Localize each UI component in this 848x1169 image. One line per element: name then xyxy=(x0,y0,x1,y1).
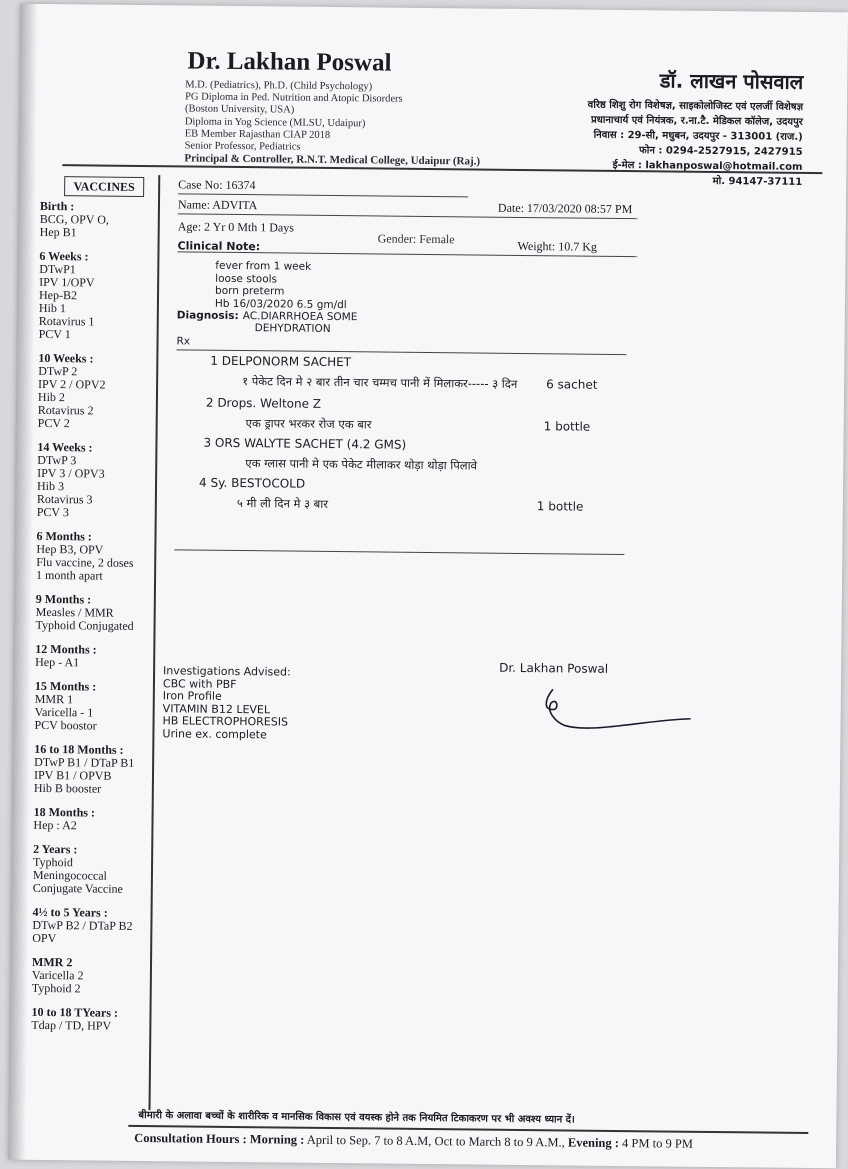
rx-instructions: ५ मी ली दिन मे ३ बार xyxy=(236,495,329,511)
vaccine-age-heading: 6 Months : xyxy=(36,528,92,544)
vaccine-group xyxy=(32,906,157,946)
rx-medicine: 1 DELPONORM SACHET xyxy=(210,353,352,370)
vaccine-item: Rotavirus 2 xyxy=(37,402,94,418)
patient-weight: Weight: 10.7 Kg xyxy=(517,238,597,254)
vaccine-item: DTwP B1 / DTaP B1 xyxy=(34,754,135,770)
rx-instructions: १ पेकेट दिन मे २ बार तीन चार चम्मच पानी में मिलाकर----- ३ दिन xyxy=(242,374,518,391)
vaccine-group xyxy=(33,843,159,896)
vaccine-item: IPV 2 / OPV2 xyxy=(38,376,106,392)
vaccine-item: DTwP 3 xyxy=(37,452,77,468)
qualification-line: (Boston University, USA) xyxy=(184,103,295,116)
clinical-note-line: fever from 1 week xyxy=(215,259,312,273)
vaccine-age-heading: 2 Years : xyxy=(33,841,78,857)
diagnosis-line: AC.DIARRHOEA SOME xyxy=(242,310,358,324)
vaccine-age-heading: 10 to 18 TYears : xyxy=(31,1004,119,1020)
case-number: Case No: 16374 xyxy=(178,177,256,193)
qualification-line: EB Member Rajasthan CIAP 2018 xyxy=(184,128,331,141)
vaccine-item: Rotavirus 1 xyxy=(38,313,95,329)
vaccine-group xyxy=(31,1006,156,1033)
vaccine-group xyxy=(38,352,164,431)
diagnosis-line: DEHYDRATION xyxy=(254,322,331,335)
evening-label: Evening : xyxy=(567,1135,620,1151)
doctor-qualifications xyxy=(184,79,481,168)
diagnosis-label: Diagnosis: xyxy=(176,309,239,323)
investigation-item: Iron Profile xyxy=(162,689,222,703)
vaccine-item: Hib B booster xyxy=(33,780,102,796)
vaccine-item: 1 month apart xyxy=(36,567,103,583)
vaccine-item: Hep - A1 xyxy=(35,654,80,670)
vaccine-item: Hep B1 xyxy=(39,224,77,240)
divider xyxy=(178,193,468,197)
vaccine-item: Hib 2 xyxy=(37,389,66,405)
vaccine-item: PCV 3 xyxy=(36,504,69,520)
consultation-hours xyxy=(134,1131,693,1152)
vaccine-group xyxy=(32,956,157,996)
prescription-body xyxy=(162,177,818,784)
hours-label: Consultation Hours : xyxy=(134,1130,247,1147)
visit-date: Date: 17/03/2020 08:57 PM xyxy=(497,200,633,217)
vaccine-age-heading: 4½ to 5 Years : xyxy=(32,904,108,920)
rx-instructions: एक ड्रापर भरकर रोज एक बार xyxy=(245,416,372,432)
vaccine-item: IPV 1/OPV xyxy=(39,274,95,290)
investigation-item: CBC with PBF xyxy=(162,676,237,691)
contact-info-hindi xyxy=(587,98,803,190)
vaccine-item: Tdap / TD, HPV xyxy=(31,1017,112,1033)
investigation-item: VITAMIN B12 LEVEL xyxy=(162,701,271,716)
vaccine-item: BCG, OPV O, xyxy=(39,211,110,227)
vaccine-group xyxy=(35,593,160,633)
contact-line: प्रधानाचार्य एवं नियंत्रक, र.ना.टै. मेडिकल कॉलेज, उदयपुर xyxy=(590,114,803,128)
doctor-name-hindi: डॉ. लाखन पोसवाल xyxy=(659,68,804,94)
qualification-line: Senior Professor, Pediatrics xyxy=(184,140,301,153)
clinical-notes xyxy=(215,260,347,311)
footer-note-hindi: बीमारी के अलावा बच्चों के शारीरिक व मानसिक विकास एवं वयस्क होने तक नियमित टिकाकरण पर भी अवश्य ध्यान दें। xyxy=(138,1109,575,1126)
contact-line: वरिष्ठ शिशु रोग विशेषज्ञ, साइकोलोजिस्ट एवं एलर्जी विशेषज्ञ xyxy=(587,99,804,113)
clinical-note-line: born preterm xyxy=(215,284,285,298)
vaccine-item: Measles / MMR xyxy=(35,604,114,620)
clinical-note-line: Hb 16/03/2020 6.5 gm/dl xyxy=(214,297,347,311)
vaccine-group xyxy=(40,200,165,240)
rx-label: Rx xyxy=(176,335,191,348)
vaccine-item: Typhoid Conjugated xyxy=(35,617,134,633)
handwritten-signature xyxy=(542,681,693,743)
rx-quantity: 6 sachet xyxy=(546,377,598,392)
patient-gender: Gender: Female xyxy=(377,231,455,247)
rx-quantity: 1 bottle xyxy=(543,419,591,434)
qualification-line: PG Diploma in Ped. Nutrition and Atopic Disorders xyxy=(185,91,403,105)
vaccines-title: VACCINES xyxy=(64,176,144,197)
patient-name: Name: ADVITA xyxy=(177,197,258,213)
vaccine-item: Varicella - 1 xyxy=(34,704,94,720)
vaccine-item: OPV xyxy=(32,930,57,946)
investigation-item: HB ELECTROPHORESIS xyxy=(162,714,289,729)
vaccine-item: Rotavirus 3 xyxy=(36,491,93,507)
vaccine-item: IPV B1 / OPVB xyxy=(33,767,112,783)
vaccine-age-heading: 15 Months : xyxy=(34,678,97,694)
vaccine-age-heading: 9 Months : xyxy=(35,591,92,607)
vaccine-item: Hib 1 xyxy=(38,300,66,316)
vaccine-group xyxy=(34,680,160,733)
vaccine-age-heading: 18 Months : xyxy=(33,804,96,820)
investigations-advised xyxy=(162,665,290,741)
vaccine-item: DTwP 2 xyxy=(38,363,78,379)
vaccine-item: PCV 2 xyxy=(37,415,70,431)
vaccine-group xyxy=(34,743,160,796)
signatory-name: Dr. Lakhan Poswal xyxy=(499,660,609,676)
investigations-label: Investigations Advised: xyxy=(163,664,291,679)
vaccine-age-heading: 10 Weeks : xyxy=(38,350,94,366)
vaccine-item: Hep-B2 xyxy=(38,287,78,303)
clinical-note-label: Clinical Note: xyxy=(177,239,261,254)
rx-quantity: 1 bottle xyxy=(536,499,584,514)
vaccine-item: PCV boostor xyxy=(34,717,97,733)
evening-hours: 4 PM to 9 PM xyxy=(622,1136,694,1151)
investigation-item: Urine ex. complete xyxy=(162,726,267,741)
vaccine-item: Hib 3 xyxy=(36,478,65,494)
contact-line: मो. 94147-37111 xyxy=(712,175,803,188)
vaccine-item: Hep B3, OPV xyxy=(36,541,104,557)
vaccine-item: MMR 1 xyxy=(34,691,74,707)
rx-medicine: 2 Drops. Weltone Z xyxy=(205,395,322,411)
vaccine-item: Typhoid 2 xyxy=(31,980,81,996)
morning-label: Morning : xyxy=(249,1132,305,1147)
vaccine-item: Hep : A2 xyxy=(33,817,77,833)
vaccine-age-heading: Birth : xyxy=(39,198,75,214)
vaccine-group xyxy=(33,806,158,833)
doctor-name: Dr. Lakhan Poswal xyxy=(187,47,392,77)
diagnosis xyxy=(176,309,358,335)
vaccine-item: IPV 3 / OPV3 xyxy=(37,465,105,481)
vaccine-group xyxy=(35,643,160,670)
vaccine-age-heading: 14 Weeks : xyxy=(37,439,93,455)
vaccine-schedule xyxy=(31,200,165,1044)
rx-instructions: एक ग्लास पानी मे एक पेकेट मीलाकर थोड़ा थोड़ा पिलावे xyxy=(245,456,478,473)
vaccine-group xyxy=(36,530,162,583)
rx-medicine: 3 ORS WALYTE SACHET (4.2 GMS) xyxy=(203,435,407,452)
prescription-sheet xyxy=(8,4,848,1169)
vaccine-item: Flu vaccine, 2 doses xyxy=(36,554,134,570)
vaccine-group xyxy=(39,250,165,342)
qualification-line: Diploma in Yog Science (MLSU, Udaipur) xyxy=(184,116,366,129)
rx-medicine: 4 Sy. BESTOCOLD xyxy=(198,475,306,491)
vaccine-age-heading: 6 Weeks : xyxy=(39,248,89,264)
vaccine-item: PCV 1 xyxy=(38,326,71,342)
morning-hours: April to Sep. 7 to 8 A.M, Oct to March 8 to 9 A.M., xyxy=(306,1132,565,1150)
vaccine-group xyxy=(37,441,163,520)
vaccine-age-heading: 12 Months : xyxy=(35,641,97,657)
vaccine-item: Typhoid xyxy=(33,854,73,870)
divider xyxy=(174,549,624,555)
vaccine-item: DTwP1 xyxy=(39,261,76,277)
contact-line: फोन : 0294-2527915, 2427915 xyxy=(639,145,803,158)
patient-age: Age: 2 Yr 0 Mth 1 Days xyxy=(177,219,295,235)
contact-line: निवास : 29-सी, मधुबन, उदयपुर - 313001 (राज.) xyxy=(593,129,803,143)
vaccine-item: Varicella 2 xyxy=(31,967,84,983)
clinical-note-line: loose stools xyxy=(215,272,278,285)
vaccine-age-heading: MMR 2 xyxy=(31,954,73,970)
qualification-line: M.D. (Pediatrics), Ph.D. (Child Psychology) xyxy=(185,79,373,93)
doctor-position: Principal & Controller, R.N.T. Medical College, Udaipur (Raj.) xyxy=(184,152,481,168)
vaccine-item: Meningococcal xyxy=(32,867,107,883)
contact-line: ई-मेल : lakhanposwal@hotmail.com xyxy=(612,159,803,173)
vaccine-age-heading: 16 to 18 Months : xyxy=(34,741,124,757)
vaccine-item: DTwP B2 / DTaP B2 xyxy=(32,917,133,933)
vaccine-item: Conjugate Vaccine xyxy=(32,880,123,896)
